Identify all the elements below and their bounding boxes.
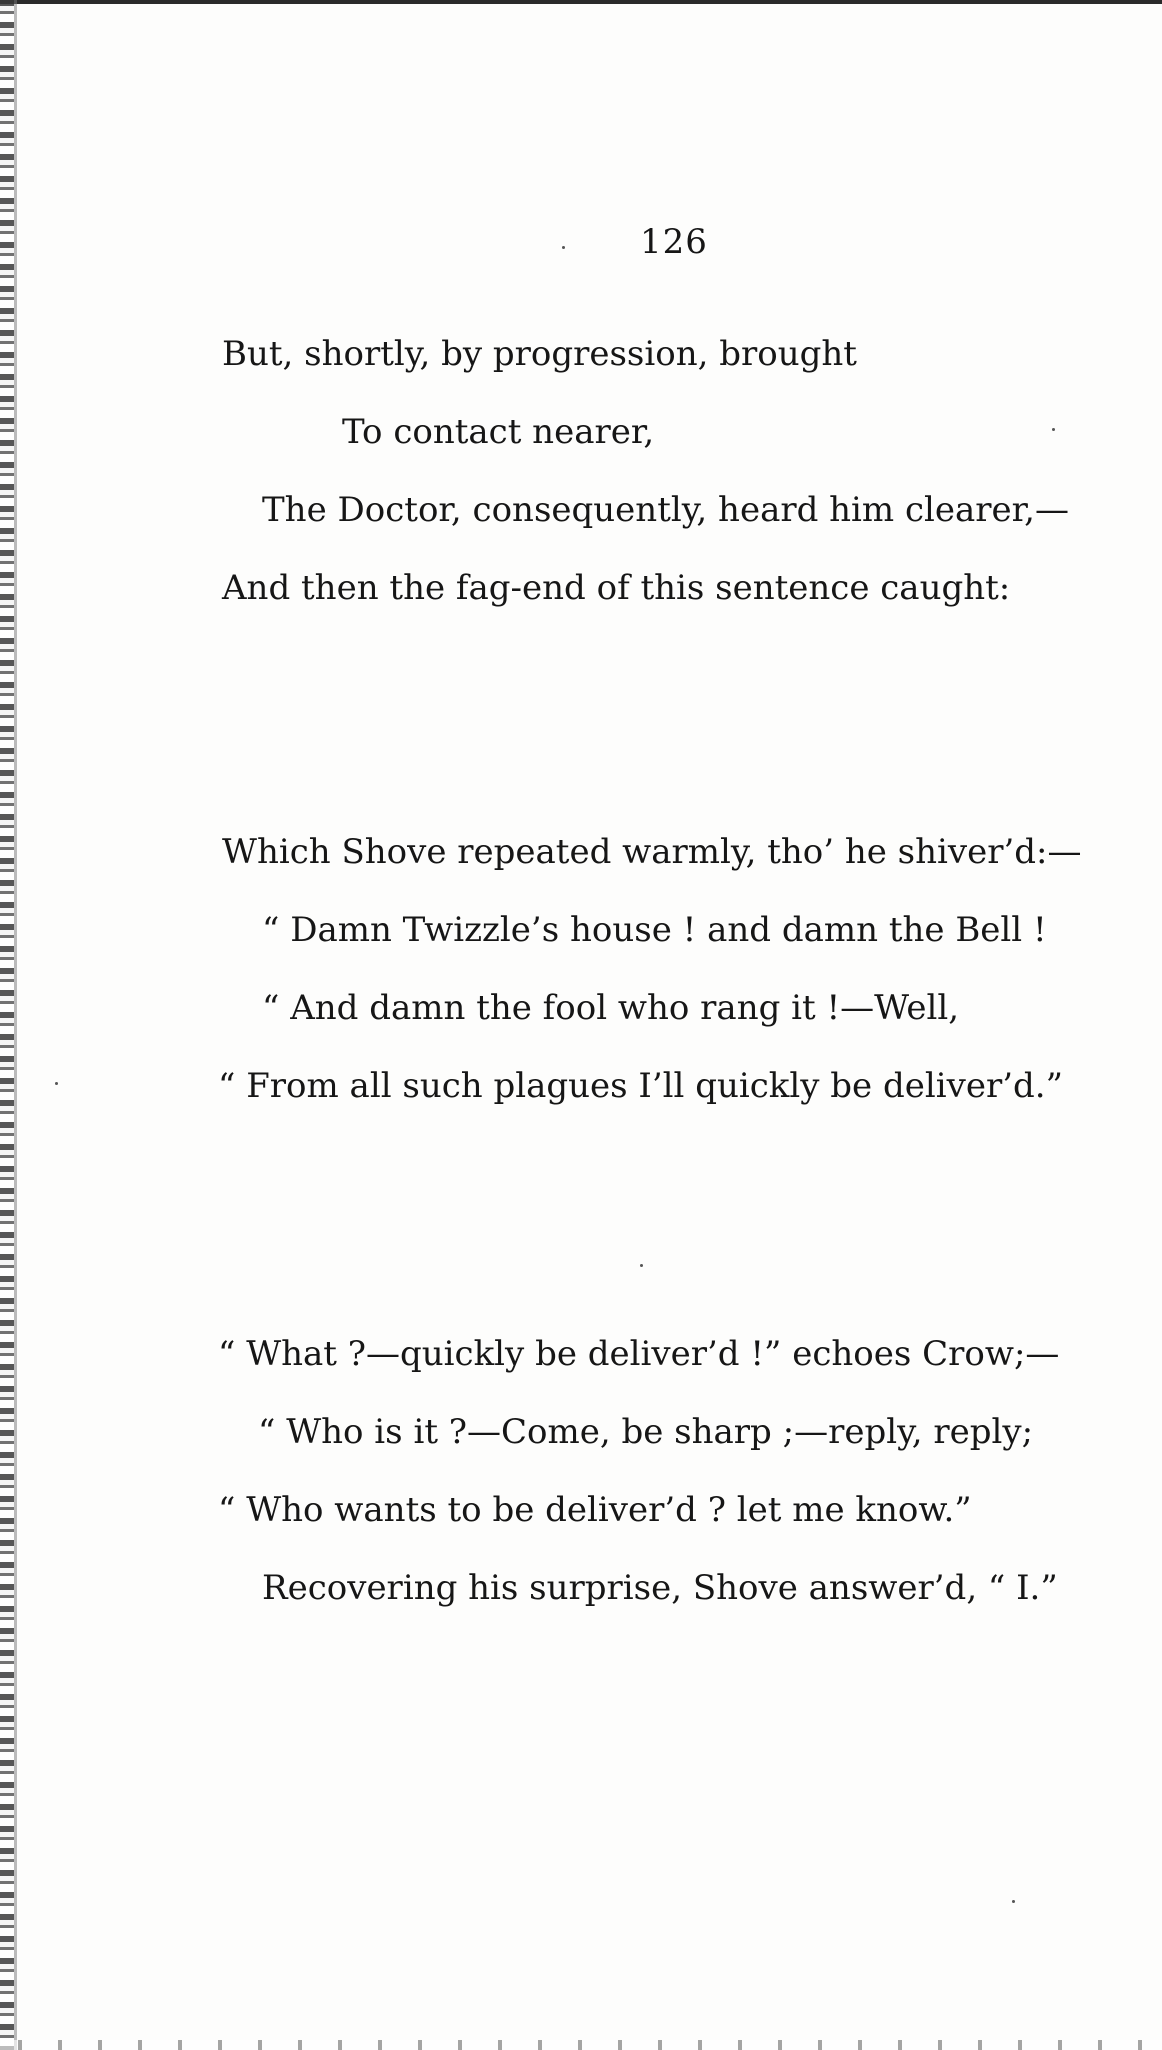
poem-line: But, shortly, by progression, brought — [222, 334, 857, 374]
page-bottom-edge — [0, 2040, 1162, 2050]
poem-line: Which Shove repeated warmly, tho’ he shiver’d:— — [222, 832, 1082, 872]
scan-speck — [640, 1264, 643, 1267]
scan-speck — [562, 246, 565, 249]
poem-line: “ Damn Twizzle’s house ! and damn the Bell ! — [262, 910, 1047, 950]
scan-speck — [55, 1082, 58, 1085]
poem-line: The Doctor, consequently, heard him clearer,— — [262, 490, 1069, 530]
scan-speck — [1052, 428, 1055, 431]
poem-line: Recovering his surprise, Shove answer’d, “ I.” — [262, 1568, 1058, 1608]
scan-speck — [1012, 1900, 1015, 1903]
binding-edge — [0, 0, 14, 2050]
poem-line: “ Who wants to be deliver’d ? let me know.” — [218, 1490, 972, 1530]
poem-line: “ Who is it ?—Come, be sharp ;—reply, reply; — [258, 1412, 1034, 1452]
poem-line: To contact nearer, — [342, 412, 655, 452]
page-number: 126 — [640, 222, 708, 262]
poem-line: “ From all such plagues I’ll quickly be deliver’d.” — [218, 1066, 1063, 1106]
poem-line: And then the fag-end of this sentence caught: — [222, 568, 1011, 608]
poem-line: “ What ?—quickly be deliver’d !” echoes Crow;— — [218, 1334, 1060, 1374]
poem-line: “ And damn the fool who rang it !—Well, — [262, 988, 960, 1028]
page-top-edge — [0, 0, 1162, 4]
binding-shadow — [14, 0, 17, 2050]
